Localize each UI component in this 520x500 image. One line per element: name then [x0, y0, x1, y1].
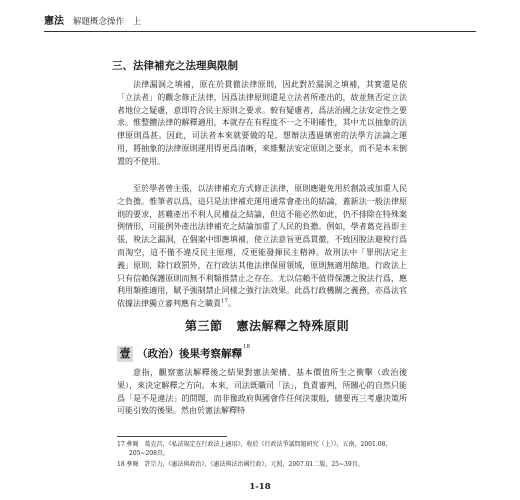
- page-number: 1-18: [249, 482, 271, 492]
- footnote-ref-17[interactable]: 17: [221, 298, 228, 305]
- footnote-ref-18[interactable]: 18: [243, 344, 250, 350]
- paragraph-2-text: 至於學者曾主張，以法律補充方式修正法律，原則應避免用於創設或加重人民之負擔。惟筆者以爲，這只是法律補充運用通常會產出的結論，蓋新法一般法律原則的要求，甚難產出不利人民權益之結論，但這不能必然如此，仍不排除在特殊案例情形，可能例外產出法律補充之結論加重了人民的負擔。例如，學者葛克昌即主張，稅法之漏洞，在個案中即應填補，使立法意旨更爲貫徹，不致因脫法避稅行爲而淘空，這不僅不違反民主原理，反更能發揮民主精神。故刑法中「罪刑法定主義」原則，除行政罰外，在行政法其他法律保留領域，原則無適用餘地。行政法上只有信賴保護原則而無不利類推禁止之存在。尤以信賴不值得保護之脫法行爲，應利用類推適用，賦予強制禁止同樣之強行法效果。此爲行政機關之義務，亦爲法官依據法律獨立審判應有之職責: [117, 184, 407, 309]
- book-subtitle: 解題概念操作 上: [73, 17, 142, 27]
- section-heading: 三、法律補充之法理與限制: [112, 60, 238, 72]
- footnote-rule: [117, 436, 227, 437]
- item-heading: [117, 343, 250, 361]
- book-title: 憲法: [44, 16, 64, 27]
- header-rule: [44, 31, 476, 32]
- paragraph-3: 意指，觀察憲法解釋後之結果對憲法架構、基本價值所生之衝擊（政治後果），來決定解釋之方向。本來，司法既職司「法」，負責審判，所關心的自然只能爲「是不是違法」的問題，而非像政府與國會作任何決策般，總要再三考慮決策所可能引致的後果。然由於憲法解釋特: [117, 368, 407, 416]
- paragraph-2: 至於學者曾主張，以法律補充方式修正法律，原則應避免用於創設或加重人民之負擔。惟筆者以爲，這只是法律補充運用通常會產出的結論，蓋新法一般法律原則的要求，甚難產出不利人民權益之結論，但這不能必然如此，仍不排除在特殊案例情形，可能例外產出法律補充之結論加重了人民的負擔。例如，學者葛克昌即主張，稅法之漏洞，在個案中即應填補，使立法意旨更爲貫徹，不致因脫法避稅行爲而淘空，這不僅不違反民主原理，反更能發揮民主精神。故刑法中「罪刑法定主義」原則，除行政罰外，在行政法其他法律保留領域，原則無適用餘地。行政法上只有信賴保護原則而無不利類推禁止之存在。尤以信賴不值得保護之脫法行爲，應利用類推適用，賦予強制禁止同樣之強行法效果。此爲行政機關之義務，亦爲法官依據法律獨立審判應有之職責$^{17}$。: [117, 184, 407, 309]
- chapter-heading: [117, 316, 417, 336]
- chapter-title: 憲法解釋之特殊原則: [236, 319, 350, 333]
- running-header: [44, 15, 476, 29]
- item-title: （政治）後果考察解釋: [137, 347, 242, 360]
- item-number-badge: 壹: [117, 346, 133, 362]
- chapter-number: 第三節: [184, 319, 223, 333]
- footnote-17: 17 參閱 葛克昌，《私法規定在行政法上適用》，收於《行政法爭議問題研究（上）》，五南，2001.08，205~208頁。: [117, 441, 392, 457]
- footnote-18: 18 參閱 許宗力，《憲法與政治》，《憲法與法治國行政》，元照，2007.01二版，25~39頁。: [117, 461, 364, 468]
- paragraph-1: 法律漏洞之填補，原在於貫徹法律原則，因此對於漏洞之填補，其實還是依「立法者」的觀念修正法律，因爲法律原則還是立法者所產出的，故並無否定立法者地位之疑慮，意即符合民主原則之要求。較有疑慮者，爲法治國之法安定性之要求。惟整體法律的解釋適用，本就存在有程度不一之不明確性，其中尤以抽象的法律原則爲甚。因此，司法者本來就要做的是，想辦法透過縝密的法學方法論之運用，將抽象的法律原則運用得更爲清晰，來維繫法安定原則之要求，而不是本末倒置的不使用。: [117, 80, 407, 166]
